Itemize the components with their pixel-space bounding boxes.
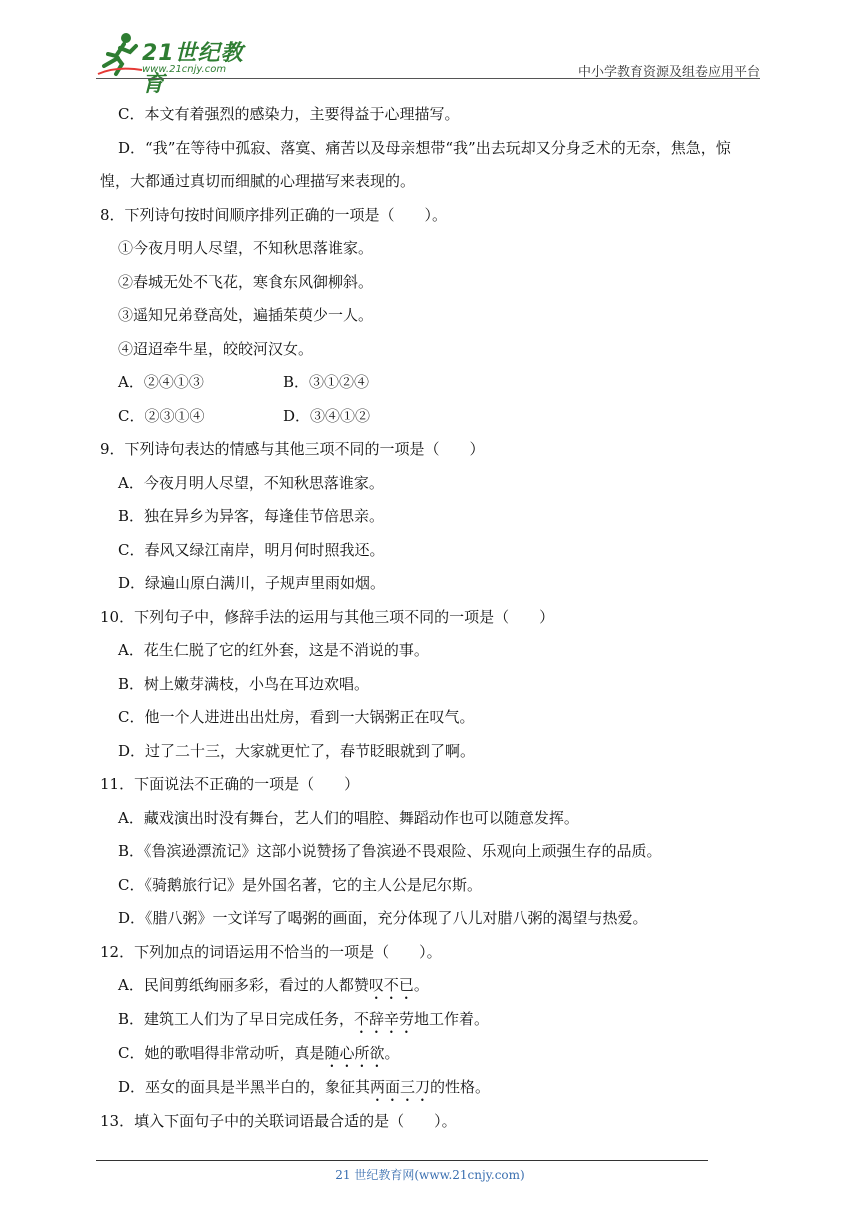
option-row bbox=[100, 366, 764, 400]
page-header bbox=[96, 28, 760, 97]
option-d: D．《腊八粥》一文详写了喝粥的画面，充分体现了八儿对腊八粥的渴望与热爱。 bbox=[118, 909, 648, 927]
dotted-word: 两面三刀 bbox=[370, 1078, 431, 1096]
option-d bbox=[100, 1071, 764, 1105]
option-a: A．藏戏演出时没有舞台，艺人们的唱腔、舞蹈动作也可以随意发挥。 bbox=[118, 808, 579, 827]
option-text: 。 bbox=[384, 1044, 400, 1062]
option-d: D．绿遍山原白满川，子规声里雨如烟。 bbox=[118, 574, 386, 592]
option-text: A．民间剪纸绚丽多彩，看过的人都赞 bbox=[118, 976, 369, 994]
runner-icon bbox=[96, 30, 144, 78]
footer-text: 21 世纪教育网(www.21cnjy.com) bbox=[335, 1168, 525, 1182]
option-d: D．过了二十三，大家就更忙了，春节眨眼就到了啊。 bbox=[118, 741, 476, 760]
option-c: C．②③①④ bbox=[118, 406, 205, 425]
poem-line: ①今夜月明人尽望，不知秋思落谁家。 bbox=[118, 239, 374, 257]
option-a: A．今夜月明人尽望，不知秋思落谁家。 bbox=[118, 473, 384, 492]
option-text: B．建筑工人们为了早日完成任务， bbox=[118, 1010, 355, 1028]
option-b: B．独在异乡为异客，每逢佳节倍思亲。 bbox=[118, 507, 385, 525]
option-c: C．春风又绿江南岸，明月何时照我还。 bbox=[118, 540, 385, 559]
logo-text: 21世纪教育 bbox=[142, 41, 244, 97]
question-11: 11．下面说法不正确的一项是（ ） bbox=[100, 775, 360, 793]
option-text: 。 bbox=[413, 976, 429, 994]
question-13: 13．填入下面句子中的关联词语最合适的是（ ）。 bbox=[100, 1112, 457, 1130]
option-text: D．巫女的面具是半黑半白的，象征其 bbox=[118, 1078, 371, 1096]
question-12: 12．下列加点的词语运用不恰当的一项是（ ）。 bbox=[100, 942, 442, 961]
option-b bbox=[100, 1003, 764, 1037]
question-10: 10．下列句子中，修辞手法的运用与其他三项不同的一项是（ ） bbox=[100, 607, 555, 626]
document-body bbox=[100, 98, 764, 1139]
option-line-continued: 惶，大都通过真切而细腻的心理描写来表现的。 bbox=[100, 172, 416, 190]
option-text: 地工作着。 bbox=[414, 1010, 490, 1028]
option-a: A．②④①③ bbox=[118, 373, 204, 391]
option-c: C．他一个人进进出出灶房，看到一大锅粥正在叹气。 bbox=[118, 708, 475, 726]
option-d: D．③④①② bbox=[283, 406, 371, 425]
option-c: C．《骑鹅旅行记》是外国名著，它的主人公是尼尔斯。 bbox=[118, 875, 482, 894]
dotted-word: 随心所欲 bbox=[324, 1044, 385, 1062]
option-row bbox=[100, 400, 764, 434]
option-text: C．她的歌唱得非常动听，真是 bbox=[118, 1044, 325, 1062]
dotted-word: 叹不已 bbox=[368, 976, 414, 994]
poem-line: ②春城无处不飞花，寒食东风御柳斜。 bbox=[118, 272, 374, 291]
dotted-word: 不辞辛劳 bbox=[354, 1010, 415, 1028]
question-9: 9．下列诗句表达的情感与其他三项不同的一项是（ ） bbox=[100, 440, 485, 458]
option-b: B．树上嫩芽满枝，小鸟在耳边欢唱。 bbox=[118, 674, 370, 693]
option-a: A．花生仁脱了它的红外套，这是不消说的事。 bbox=[118, 641, 429, 659]
option-b: B．《鲁滨逊漂流记》这部小说赞扬了鲁滨逊不畏艰险、乐观向上顽强生存的品质。 bbox=[118, 842, 662, 860]
footer-divider bbox=[96, 1160, 708, 1161]
poem-line: ③遥知兄弟登高处，遍插茱萸少一人。 bbox=[118, 306, 374, 324]
option-line: D．“我”在等待中孤寂、落寞、痛苦以及母亲想带“我”出去玩却又分身乏术的无奈，焦急，惊 bbox=[118, 138, 731, 157]
poem-line: ④迢迢牵牛星，皎皎河汉女。 bbox=[118, 339, 314, 358]
question-8: 8．下列诗句按时间顺序排列正确的一项是（ ）。 bbox=[100, 205, 448, 224]
option-text: 的性格。 bbox=[430, 1078, 491, 1096]
header-platform-label: 中小学教育资源及组卷应用平台 bbox=[577, 65, 760, 80]
header-divider bbox=[96, 78, 760, 79]
option-a bbox=[100, 969, 764, 1003]
option-c bbox=[100, 1037, 764, 1071]
site-logo bbox=[96, 28, 266, 97]
logo-url: www.21cnjy.com bbox=[142, 64, 227, 75]
option-b: B．③①②④ bbox=[283, 373, 370, 391]
option-line: C．本文有着强烈的感染力，主要得益于心理描写。 bbox=[118, 105, 460, 123]
